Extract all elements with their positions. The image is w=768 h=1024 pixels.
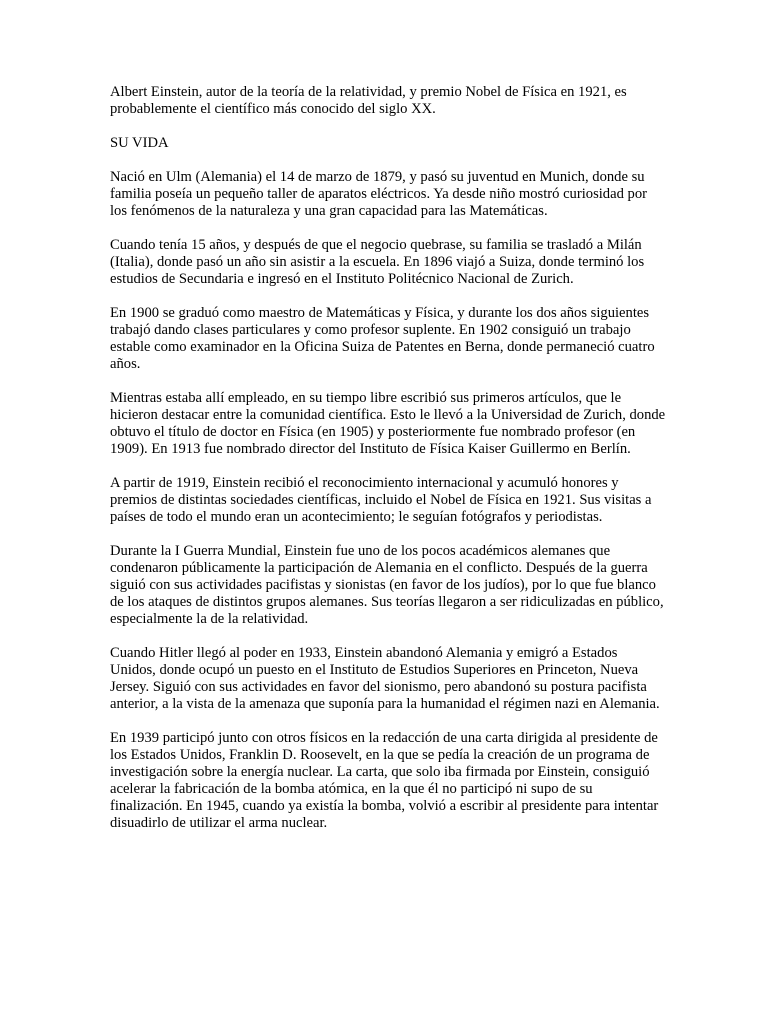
section-heading: SU VIDA xyxy=(110,135,169,151)
paragraph-graduation: En 1900 se graduó como maestro de Matemáticas y Física, y durante los dos años siguientes trabajó dando clases particulares y como profesor suplente. En 1902 consiguió un trabajo estable como examinador en la Oficina Suiza de Patentes en Berna, donde permaneció cuatro años. xyxy=(110,305,655,372)
paragraph-world-war: Durante la I Guerra Mundial, Einstein fue uno de los pocos académicos alemanes que condenaron públicamente la participación de Alemania en el conflicto. Después de la guerra siguió con sus actividades pacifistas y sionistas (en favor de los judíos), por lo que fue blanco de los ataques de distintos grupos alemanes. Sus teorías llegaron a ser ridiculizadas en público, especialmente la de la relatividad. xyxy=(110,543,664,627)
paragraph-birth: Nació en Ulm (Alemania) el 14 de marzo de 1879, y pasó su juventud en Munich, donde su familia poseía un pequeño taller de aparatos eléctricos. Ya desde niño mostró curiosidad por los fenómenos de la naturaleza y una gran capacidad para las Matemáticas. xyxy=(110,169,647,219)
intro-paragraph: Albert Einstein, autor de la teoría de la relatividad, y premio Nobel de Física en 1921, es probablemente el científico más conocido del siglo XX. xyxy=(110,84,627,117)
document-page xyxy=(110,84,666,849)
paragraph-nuclear-letter: En 1939 participó junto con otros físicos en la redacción de una carta dirigida al presidente de los Estados Unidos, Franklin D. Roosevelt, en la que se pedía la creación de un programa de investigación sobre la energía nuclear. La carta, que solo iba firmada por Einstein, consiguió acelerar la fabricación de la bomba atómica, en la que él no participó ni supo de su finalización. En 1945, cuando ya existía la bomba, volvió a escribir al presidente para intentar disuadirlo de utilizar el arma nuclear. xyxy=(110,730,659,831)
paragraph-youth: Cuando tenía 15 años, y después de que el negocio quebrase, su familia se trasladó a Milán (Italia), donde pasó un año sin asistir a la escuela. En 1896 viajó a Suiza, donde terminó los estudios de Secundaria e ingresó en el Instituto Politécnico Nacional de Zurich. xyxy=(110,237,645,287)
paragraph-early-career: Mientras estaba allí empleado, en su tiempo libre escribió sus primeros artículos, que le hicieron destacar entre la comunidad científica. Esto le llevó a la Universidad de Zurich, donde obtuvo el título de doctor en Física (en 1905) y posteriormente fue nombrado profesor (en 1909). En 1913 fue nombrado director del Instituto de Física Kaiser Guillermo en Berlín. xyxy=(110,390,666,457)
paragraph-recognition: A partir de 1919, Einstein recibió el reconocimiento internacional y acumuló honores y premios de distintas sociedades científicas, incluido el Nobel de Física en 1921. Sus visitas a países de todo el mundo eran un acontecimiento; le seguían fotógrafos y periodistas. xyxy=(110,475,652,525)
paragraph-emigration: Cuando Hitler llegó al poder en 1933, Einstein abandonó Alemania y emigró a Estados Unidos, donde ocupó un puesto en el Instituto de Estudios Superiores en Princeton, Nueva Jersey. Siguió con sus actividades en favor del sionismo, pero abandonó su postura pacifista anterior, a la vista de la amenaza que suponía para la humanidad el régimen nazi en Alemania. xyxy=(110,645,660,712)
